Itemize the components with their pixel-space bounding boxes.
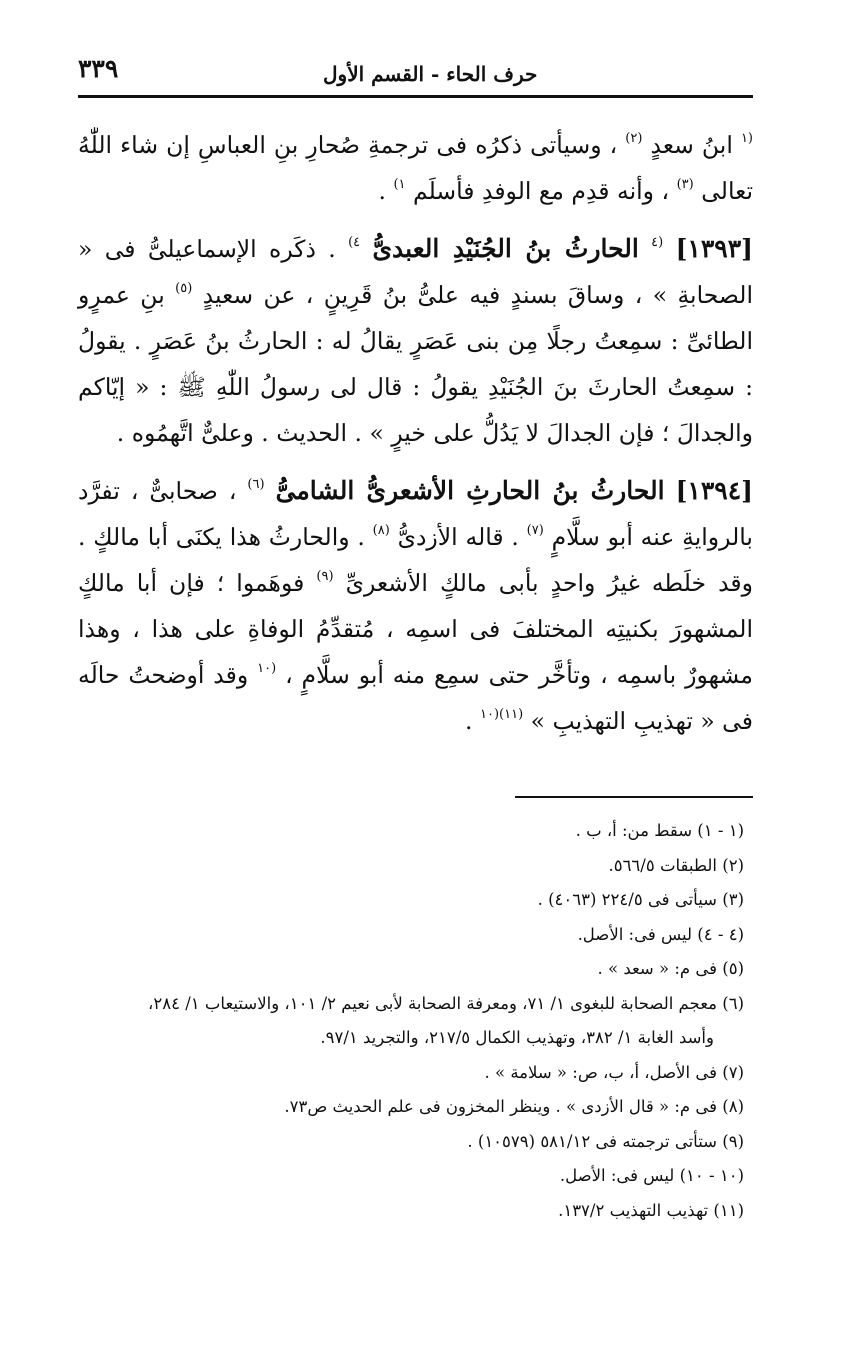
entry-name: الحارثُ بنُ الجُنَيْدِ العبدىُّ [372,234,639,263]
note-ref: ١) [393,177,406,192]
footnote-rule [515,796,753,798]
footnote: (٥) فى م: « سعد » . [597,959,744,978]
note-ref: (٣) [676,177,694,192]
text-run: فوهَموا ؛ فإن أبا مالكٍ المشهورَ بكنيتِه المختلفَ فى اسمِه ، مُتقدِّمُ الوفاةِ على هذا ، وهذا مشهورٌ باسمِه ، وتأخَّر حتى سمِع منه أبو سلَّامٍ ، [78,569,753,689]
text-run: . ذكَره الإسماعيلىُّ فى « الصحابةِ » ، وساقَ بسندٍ فيه علىُّ بنُ قَرِينٍ ، عن سعيدٍ [78,235,753,309]
main-text [78,122,753,756]
page-header [78,48,753,94]
entry-number: [١٣٩٣] [675,234,753,263]
text-run: . [465,707,473,735]
note-ref: (٢) [625,131,643,146]
footnote: (١١) تهذيب التهذيب ١٣٧/٢. [558,1200,744,1220]
footnote: (٤ - ٤) ليس فى: الأصل. [577,924,744,944]
footnote: (١ - ١) سقط من: أ، ب . [575,821,744,840]
text-run: ابنُ سعدٍ [650,131,733,159]
footnote: (٣) سيأتى فى ٢٢٤/٥ (٤٠٦٣) . [537,890,744,909]
header-rule [78,95,753,98]
entry-1393 [78,226,753,456]
footnote-continuation: وأسد الغابة ١/ ٣٨٢، وتهذيب الكمال ٢١٧/٥، والتجريد ٩٧/١. [320,1028,714,1047]
entry-number: [١٣٩٤] [675,476,753,505]
text-run: . والحارثُ هذا يكنَى أبا مالكٍ . وقد خلَطه غيرُ واحدٍ بأبى مالكٍ الأشعرىِّ [78,523,753,597]
footnotes [78,814,744,1228]
text-run: . قاله الأزدىُّ [397,523,519,551]
footnote: (٢) الطبقات ٥٦٦/٥. [608,855,744,875]
text-run: ، وسيأتى ذكرُه فى ترجمةِ صُحارِ بنِ العباسِ إن شاء اللّٰهُ تعالى [78,131,753,205]
page-number: ٣٣٩ [78,54,119,83]
note-ref: ٤) [348,235,361,250]
footnote: (٨) فى م: « قال الأزدى » . وينظر المخزون فى علم الحديث ص٧٣. [284,1097,744,1116]
entry-1394 [78,468,753,744]
text-run: . [378,177,386,205]
text-run: ، صحابىٌّ ، تفرَّد بالروايةِ عنه أبو سلَّامٍ [78,477,753,551]
footnote: (١٠ - ١٠) ليس فى: الأصل. [559,1166,744,1185]
paragraph-continuation [78,122,753,214]
footnote: (٩) ستأتى ترجمته فى ٥٨١/١٢ (١٠٥٧٩) . [467,1131,744,1151]
note-ref: (٨) [372,523,390,538]
note-ref: (٦) [247,477,265,492]
text-run: وقد أوضحتُ حالَه فى « تهذيبِ التهذيبِ » [78,661,753,735]
footnote: (٦) معجم الصحابة للبغوى ١/ ٧١، ومعرفة الصحابة لأبى نعيم ٢/ ١٠١، والاستيعاب ١/ ٢٨٤، [148,993,744,1013]
note-ref: (٥) [175,281,193,296]
note-ref: (٩) [316,569,334,584]
text-run: بنِ عمرٍو الطائىِّ : سمِعتُ رجلًا مِن بنى عَصَرٍ يقالُ له : الحارثُ بنُ عَصَرٍ . يقولُ : سمِعتُ الحارثَ بنَ الجُنَيْدِ يقولُ : قال لى رسولُ اللّٰهِ ﷺ : « إيّاكم والجدالَ ؛ فإن الجدالَ لا يَدُلُّ على خيرٍ » . الحديث . وعلىٌّ اتَّهمُوه . [78,281,753,447]
running-head: حرف الحاء - القسم الأول [323,62,538,86]
note-ref: (٧) [526,523,544,538]
note-ref: (١ [740,131,753,146]
note-ref: (٤ [651,235,664,250]
text-run: ، وأنه قدِم مع الوفدِ فأسلَم [413,177,670,205]
note-ref: (١١)(١٠ [480,707,524,722]
footnote: (٧) فى الأصل، أ، ب، ص: « سلامة » . [484,1062,744,1082]
note-ref: (١٠ [257,661,277,676]
entry-name: الحارثُ بنُ الحارثِ الأشعرىُّ الشامىُّ [275,476,665,505]
